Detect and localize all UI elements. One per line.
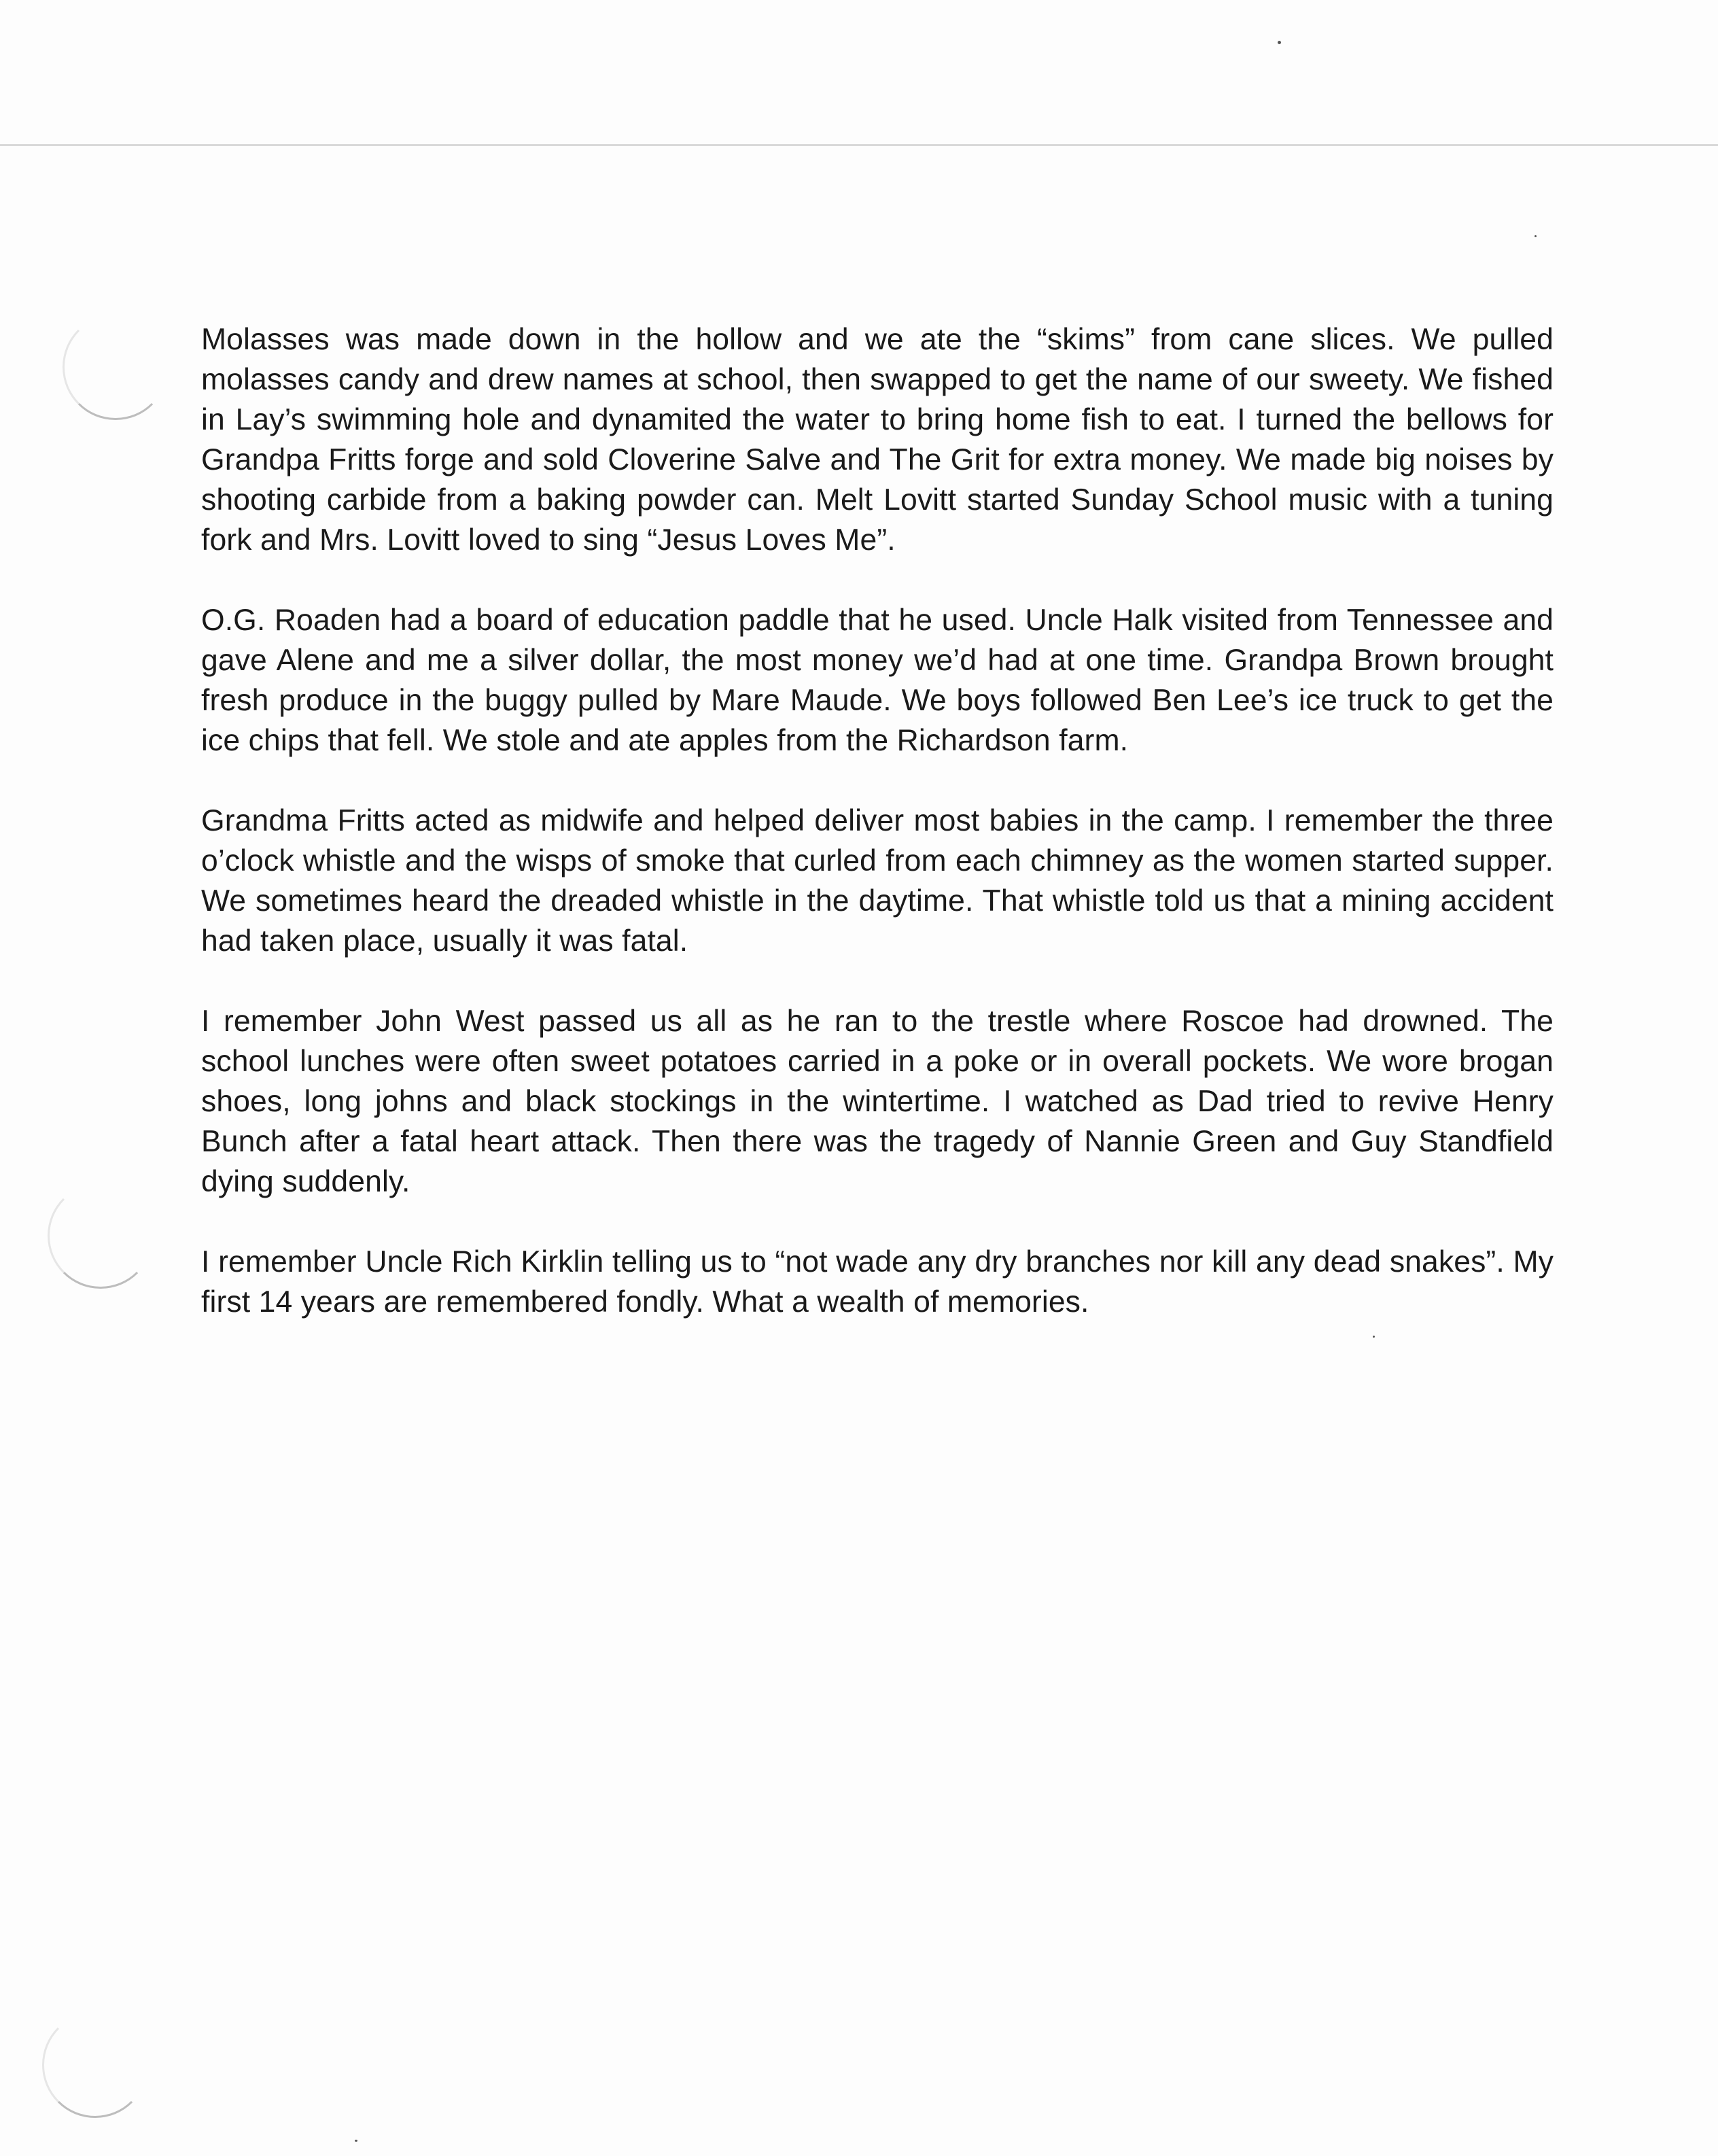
paragraph-roaden: O.G. Roaden had a board of education paddle that he used. Uncle Halk visited from Tennessee and gave Alene and me a silver dollar, the most money we’d had at one time. Grandpa Brown brought fresh produce in the buggy pulled by Mare Maude. We boys followed Ben Lee’s ice truck to get the ice chips that fell. We stole and ate apples from the Richardson farm.: [201, 604, 1554, 757]
document-body: [201, 319, 1554, 1362]
paragraph-grandma-fritts: Grandma Fritts acted as midwife and helped deliver most babies in the camp. I remember the three o’clock whistle and the wisps of smoke that curled from each chimney as the women started supper. We sometimes heard the dreaded whistle in the daytime. That whistle told us that a mining accident had taken place, usually it was fatal.: [201, 804, 1554, 958]
punch-hole-top: [63, 314, 169, 420]
paragraph-uncle-rich: I remember Uncle Rich Kirklin telling us to “not wade any dry branches nor kill any dead snakes”. My first 14 years are remembered fondly. What a wealth of memories.: [201, 1245, 1554, 1319]
scan-speck: [355, 2140, 357, 2142]
scan-speck: [1535, 235, 1537, 237]
paragraph-molasses: Molasses was made down in the hollow and we ate the “skims” from cane slices. We pulled molasses candy and drew names at school, then swapped to get the name of our sweety. We fished in Lay’s swimming hole and dynamited the water to bring home fish to eat. I turned the bellows for Grandpa Fritts forge and sold Cloverine Salve and The Grit for extra money. We made big noises by shooting carbide from a baking powder can. Melt Lovitt started Sunday School music with a tuning fork and Mrs. Lovitt loved to sing “Jesus Loves Me”.: [201, 323, 1554, 557]
punch-hole-bottom: [42, 2012, 148, 2118]
paragraph-john-west: I remember John West passed us all as he ran to the trestle where Roscoe had drowned. The school lunches were often sweet potatoes carried in a poke or in overall pockets. We wore brogan shoes, long johns and black stockings in the wintertime. I watched as Dad tried to revive Henry Bunch after a fatal heart attack. Then there was the tragedy of Nannie Green and Guy Standfield dying suddenly.: [201, 1005, 1554, 1198]
punch-hole-middle: [48, 1183, 154, 1289]
page-edge-line: [0, 144, 1718, 146]
scan-speck: [1278, 41, 1281, 44]
